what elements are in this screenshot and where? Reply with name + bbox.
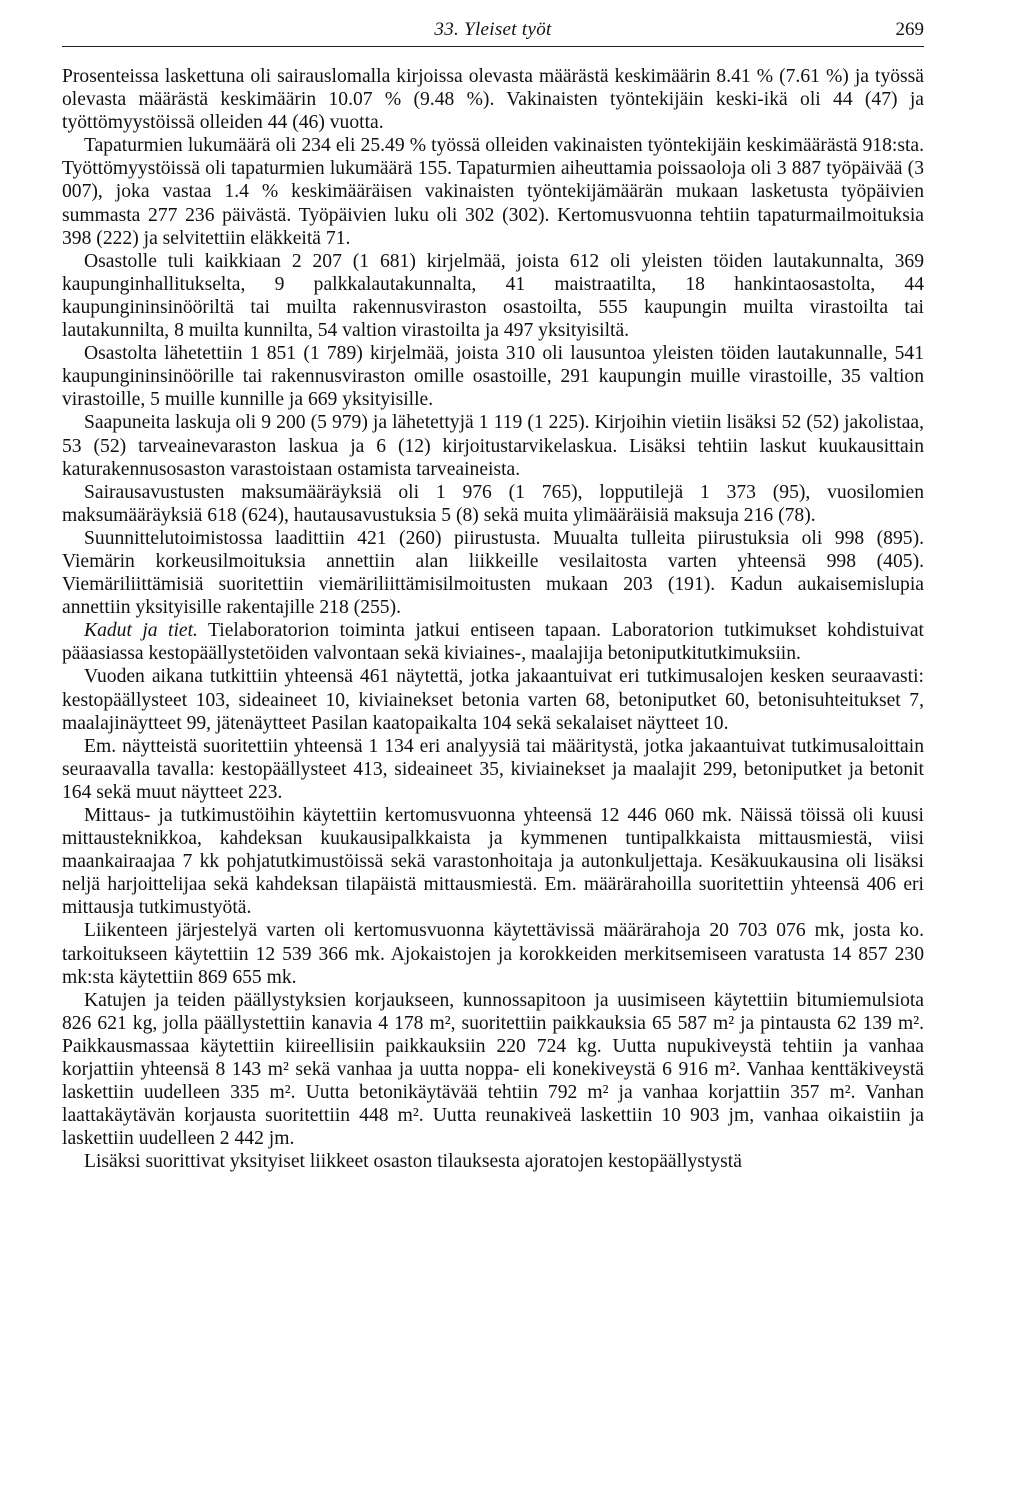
paragraph-text: Tielaboratorion toiminta jatkui entiseen tapaan. Laboratorion tutkimukset kohdistuivat pääasiassa kestopäällystetöiden valvontaan sekä kiviaines-, maalajija betoniputkitutkimuksiin. [62,620,924,665]
body-text [62,65,924,1174]
document-page [62,18,924,1174]
page-header [62,18,924,46]
paragraph: Em. näytteistä suoritettiin yhteensä 1 134 eri analyysiä tai määritystä, jotka jakaantuivat tutkimusaloittain seuraavalla tavalla: kestopäällysteet 413, sideaineet 35, kiviainekset ja maalajit 299, betoniputket ja betonit 164 sekä muut näytteet 223. [62,735,924,803]
paragraph: Lisäksi suorittivat yksityiset liikkeet osaston tilauksesta ajoratojen kestopäällystystä [84,1151,742,1173]
paragraph: Osastolta lähetettiin 1 851 (1 789) kirjelmää, joista 310 oli lausuntoa yleisten töiden lautakunnalle, 541 kaupungininsinöörille tai rakennusviraston omille osastoille, 291 kaupungin muille virastoille, 35 valtion virastoille, 5 muille kunnille ja 669 yksityisille. [62,343,924,411]
paragraph: Liikenteen järjestelyä varten oli kertomusvuonna käytettävissä määrärahoja 20 703 076 mk, josta ko. tarkoitukseen käytettiin 12 539 366 mk. Ajokaistojen ja korokkeiden merkitsemiseen varatusta 14 857 230 mk:sta käytettiin 869 655 mk. [62,920,924,988]
paragraph: Suunnittelutoimistossa laadittiin 421 (260) piirustusta. Muualta tulleita piirustuksia oli 998 (895). Viemärin korkeusilmoituksia annettiin alan liikkeille vesilaitosta varten yhteensä 998 (405). Viemäriliittämisiä suoritettiin viemäriliittämisilmoitusten mukaan 203 (191). Kadun aukaisemislupia annettiin yksityisille rakentajille 218 (255). [62,527,924,619]
running-title: 33. Yleiset työt [434,19,552,40]
paragraph: Tapaturmien lukumäärä oli 234 eli 25.49 % työssä olleiden vakinaisten työntekijäin keskimäärästä 918:sta. Työttömyystöissä oli tapaturmien lukumäärä 155. Tapaturmien aiheuttamia poissaoloja oli 3 887 työpäivää (3 007), joka vastaa 1.4 % keskimääräisen vakinaisten työntekijämäärän mukaan lasketusta työpäivien summasta 277 236 päivästä. Työpäivien luku oli 302 (302). Kertomusvuonna tehtiin tapaturmailmoituksia 398 (222) ja selvitettiin eläkkeitä 71. [62,135,924,249]
paragraph: Sairausavustusten maksumääräyksiä oli 1 976 (1 765), lopputilejä 1 373 (95), vuosilomien maksumääräyksiä 618 (624), hautausavustuksia 5 (8) sekä muita ylimääräisiä maksuja 216 (78). [62,481,924,526]
page-number: 269 [895,19,924,40]
paragraph: Osastolle tuli kaikkiaan 2 207 (1 681) kirjelmää, joista 612 oli yleisten töiden lautakunnalta, 369 kaupunginhallitukselta, 9 palkkalautakunnalta, 41 maistraatilta, 18 hankintaosastolta, 44 kaupungininsinööriltä tai muilta rakennusviraston osastoilta, 555 kaupungin muilta virastoilta tai lautakunnilta, 8 muilta kunnilta, 54 valtion virastoilta ja 497 yksityisiltä. [62,250,924,342]
paragraph: Mittaus- ja tutkimustöihin käytettiin kertomusvuonna yhteensä 12 446 060 mk. Näissä töissä oli kuusi mittausteknikkoa, kahdeksan kuukausipalkkaista ja kymmenen tuntipalkkaista mittausmiestä, viisi maankairaajaa 7 kk pohjatutkimustöissä sekä varastonhoitaja ja autonkuljettaja. Kesäkuukausina oli lisäksi neljä harjoittelijaa sekä kahdeksan tilapäistä mittausmiestä. Em. määrärahoilla suoritettiin yhteensä 406 eri mittausja tutkimustyötä. [62,805,924,919]
header-rule [62,46,924,47]
paragraph: Vuoden aikana tutkittiin yhteensä 461 näytettä, jotka jakaantuivat eri tutkimusalojen kesken seuraavasti: kestopäällysteet 103, sideaineet 10, kiviainekset betonia varten 68, betoniputket 60, betonisuhteitukset 7, maalajinäytteet 99, jätenäytteet Pasilan kaatopaikalta 104 sekä sekalaiset näytteet 10. [62,666,924,734]
paragraph: Prosenteissa laskettuna oli sairauslomalla kirjoissa olevasta määrästä keskimäärin 8.41 % (7.61 %) ja työssä olevasta määrästä keskimäärin 10.07 % (9.48 %). Vakinaisten työntekijäin keski-ikä oli 44 (47) ja työttömyystöissä olleiden 44 (46) vuotta. [62,66,924,134]
section-lead: Kadut ja tiet. [84,620,198,642]
paragraph: Saapuneita laskuja oli 9 200 (5 979) ja lähetettyjä 1 119 (1 225). Kirjoihin vietiin lisäksi 52 (52) jakolistaa, 53 (52) tarveainevaraston laskua ja 6 (12) kirjoitustarvikelaskua. Lisäksi tehtiin laskut kuukausittain katurakennusosaston varastoistaan ostamista tarveaineista. [62,412,924,480]
paragraph [62,619,924,665]
paragraph: Katujen ja teiden päällystyksien korjaukseen, kunnossapitoon ja uusimiseen käytettiin bitumiemulsiota 826 621 kg, jolla päällystettiin kanavia 4 178 m², suoritettiin paikkauksia 65 587 m² ja pintausta 62 139 m². Paikkausmassaa käytettiin kiireellisiin paikkauksiin 220 724 kg. Uutta nupukiveystä tehtiin ja vanhaa korjattiin yhteensä 8 143 m² sekä vanhaa ja uutta noppa- eli konekiveystä 6 916 m². Vanhaa kenttäkiveystä laskettiin uudelleen 335 m². Uutta betonikäytävää tehtiin 792 m² ja vanhaa korjattiin 357 m². Vanhan laattakäytävän korjausta suoritettiin 448 m². Uutta reunakiveä laskettiin 10 903 jm, vanhaa oikaistiin ja laskettiin uudelleen 2 442 jm. [62,989,924,1150]
